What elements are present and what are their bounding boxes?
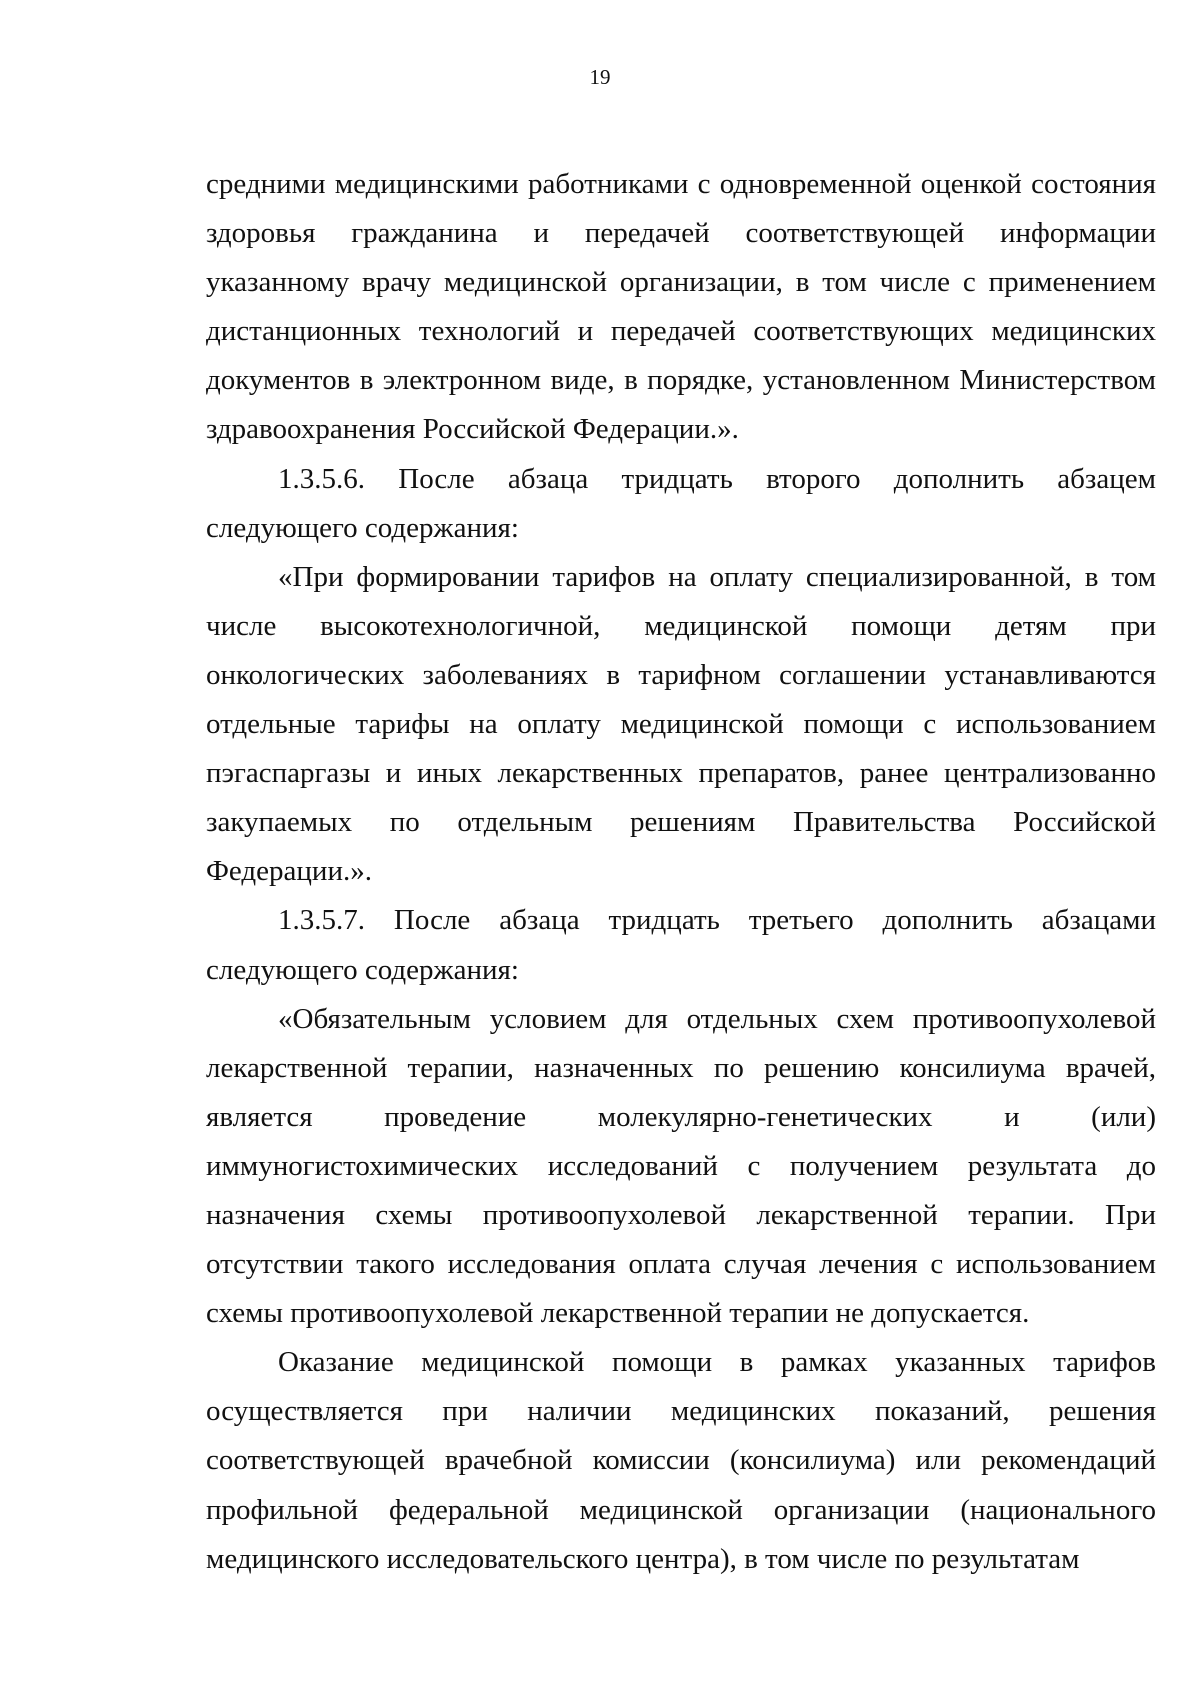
- paragraph-item-1-3-5-7: 1.3.5.7. После абзаца тридцать третьего дополнить абзацами следующего содержания:: [206, 904, 1156, 986]
- paragraph-medical-care-provision: Оказание медицинской помощи в рамках указанных тарифов осуществляется при наличии медицинских показаний, решения соответствующей врачебной комиссии (консилиума) или рекомендаций профильной федеральной медицинской организации (национального медицинского исследовательского центра), в том числе по результатам: [206, 1346, 1156, 1575]
- document-body: [206, 160, 1156, 1584]
- paragraph-quote-mandatory-condition: «Обязательным условием для отдельных схем противоопухолевой лекарственной терапии, назначенных по решению консилиума врачей, является проведение молекулярно-генетических и (или) иммуногистохимических исследований с получением результата до назначения схемы противоопухолевой лекарственной терапии. При отсутствии такого исследования оплата случая лечения с использованием схемы противоопухолевой лекарственной терапии не допускается.: [206, 1002, 1156, 1330]
- paragraph-quote-tariffs: «При формировании тарифов на оплату специализированной, в том числе высокотехнологичной, медицинской помощи детям при онкологических заболеваниях в тарифном соглашении устанавливаются отдельные тарифы на оплату медицинской помощи с использованием пэгаспаргазы и иных лекарственных препаратов, ранее централизованно закупаемых по отдельным решениям Правительства Российской Федерации.».: [206, 560, 1156, 888]
- paragraph-item-1-3-5-6: 1.3.5.6. После абзаца тридцать второго дополнить абзацем следующего содержания:: [206, 462, 1156, 544]
- paragraph-continuation: средними медицинскими работниками с одновременной оценкой состояния здоровья гражданина и передачей соответствующей информации указанному врачу медицинской организации, в том числе с применением дистанционных технологий и передачей соответствующих медицинских документов в электронном виде, в порядке, установленном Министерством здравоохранения Российской Федерации.».: [206, 168, 1156, 446]
- page-number: 19: [589, 65, 611, 89]
